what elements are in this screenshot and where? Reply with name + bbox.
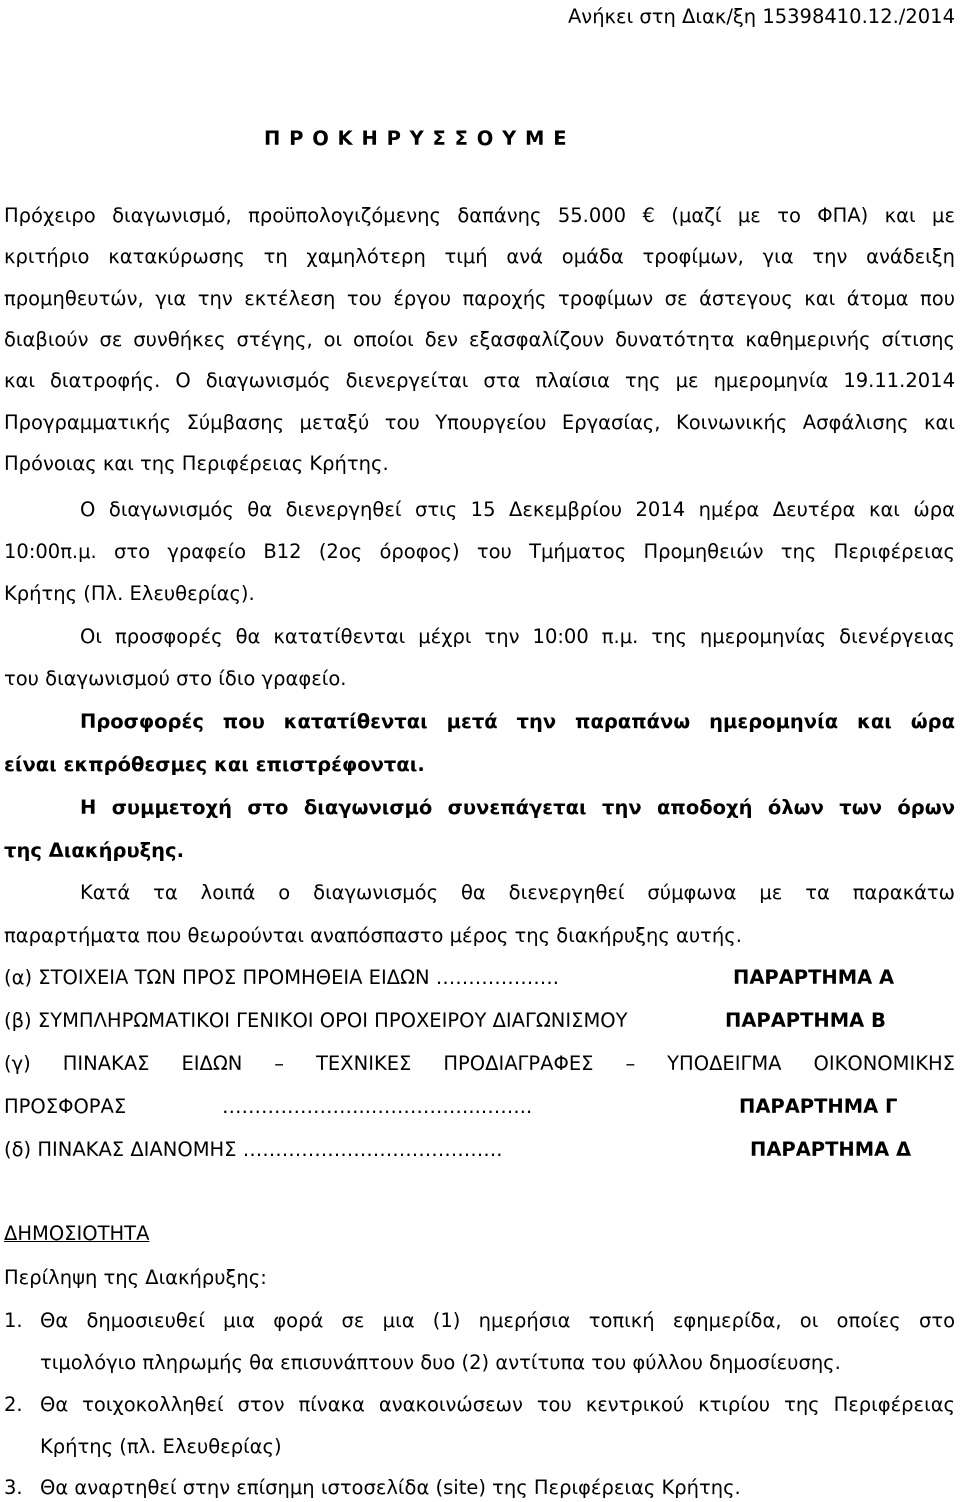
item-2-line-2: Κρήτης (πλ. Ελευθερίας): [40, 1435, 282, 1458]
euro-icon: €: [642, 204, 655, 227]
annex-intro-line-1: Κατά τα λοιπά ο διαγωνισμός θα διενεργηθεί σύμφωνα με τα παρακάτω: [80, 881, 955, 904]
annex-intro-line-2: παραρτήματα που θεωρούνται αναπόσπαστο μέρος της διακήρυξης αυτής.: [4, 924, 742, 947]
intro-line-6: Προγραμματικής Σύμβασης μεταξύ του Υπουργείου Εργασίας, Κοινωνικής Ασφάλισης και: [4, 411, 955, 434]
item-2-number: 2.: [4, 1393, 23, 1416]
intro-line-2: κριτήριο κατακύρωσης τη χαμηλότερη τιμή ανά ομάδα τροφίμων, για την ανάδειξη: [4, 245, 955, 268]
item-1-number: 1.: [4, 1309, 23, 1332]
intro-line-1: Πρόχειρο διαγωνισμό, προϋπολογιζόμενης δαπάνης 55.000 € (μαζί με το ΦΠΑ) και με: [4, 204, 955, 227]
terms-line-1: Η συμμετοχή στο διαγωνισμό συνεπάγεται την αποδοχή όλων των όρων: [80, 796, 955, 819]
offers-line-2: του διαγωνισμού στο ίδιο γραφείο.: [4, 667, 347, 690]
intro-line-5: και διατροφής. Ο διαγωνισμός διενεργείται στα πλαίσια της με ημερομηνία 19.11.2014: [4, 369, 955, 392]
annex-b-label: ΠΑΡΑΡΤΗΜΑ Β: [725, 1009, 886, 1032]
terms-line-2: της Διακήρυξης.: [4, 839, 184, 862]
annex-c-dots: …………………..……………..……..: [222, 1095, 533, 1118]
item-1-line-2: τιμολόγιο πληρωμής θα επισυνάπτουν δυο (2) αντίτυπα του φύλλου δημοσίευσης.: [40, 1351, 841, 1374]
late-offers-line-2: είναι εκπρόθεσμες και επιστρέφονται.: [4, 753, 425, 776]
annex-c-label: ΠΑΡΑΡΤΗΜΑ Γ: [739, 1095, 898, 1118]
item-1-line-1: Θα δημοσιευθεί μια φορά σε μια (1) ημερήσια τοπική εφημερίδα, οι οποίες στο: [40, 1309, 955, 1332]
publicity-heading: ΔΗΜΟΣΙΟΤΗΤΑ: [4, 1222, 150, 1245]
item-3-line-1: Θα αναρτηθεί στην επίσημη ιστοσελίδα (site) της Περιφέρειας Κρήτης.: [40, 1476, 741, 1499]
item-3-number: 3.: [4, 1476, 23, 1499]
annex-a-label: ΠΑΡΑΡΤΗΜΑ Α: [733, 966, 895, 989]
offers-line-1: Οι προσφορές θα κατατίθενται μέχρι την 10:00 π.μ. της ημερομηνίας διενέργειας: [80, 625, 955, 648]
item-2-line-1: Θα τοιχοκολληθεί στον πίνακα ανακοινώσεων του κεντρικού κτιρίου της Περιφέρειας: [40, 1393, 955, 1416]
date-line-3: Κρήτης (Πλ. Ελευθερίας).: [4, 582, 255, 605]
intro-line-3: προμηθευτών, για την εκτέλεση του έργου παροχής τροφίμων σε άστεγους και άτομα που: [4, 287, 955, 310]
annex-c-text-line-2: ΠΡΟΣΦΟΡΑΣ: [4, 1095, 127, 1118]
reference-number: Ανήκει στη Διακ/ξη 15398410.12./2014: [567, 5, 955, 28]
intro-line-7: Πρόνοιας και της Περιφέρειας Κρήτης.: [4, 452, 389, 475]
annex-d-label: ΠΑΡΑΡΤΗΜΑ Δ: [750, 1138, 912, 1161]
date-line-2: 10:00π.μ. στο γραφείο Β12 (2ος όροφος) του Τμήματος Προμηθειών της Περιφέρειας: [4, 540, 955, 563]
publicity-summary: Περίληψη της Διακήρυξης:: [4, 1266, 267, 1289]
late-offers-line-1: Προσφορές που κατατίθενται μετά την παραπάνω ημερομηνία και ώρα: [80, 710, 955, 733]
annex-a-text: (α) ΣΤΟΙΧΕΙΑ ΤΩΝ ΠΡΟΣ ΠΡΟΜΗΘΕΙΑ ΕΙΔΩΝ ……………….: [4, 966, 559, 989]
intro-line-4: διαβιούν σε συνθήκες στέγης, οι οποίοι δεν εξασφαλίζουν δυνατότητα καθημερινής σίτισης: [4, 328, 955, 351]
annex-d-text: (δ) ΠΙΝΑΚΑΣ ΔΙΑΝΟΜΗΣ ………………………………….: [4, 1138, 503, 1161]
annex-c-text-line-1: (γ) ΠΙΝΑΚΑΣ ΕΙΔΩΝ – ΤΕΧΝΙΚΕΣ ΠΡΟΔΙΑΓΡΑΦΕΣ – ΥΠΟΔΕΙΓΜΑ ΟΙΚΟΝΟΜΙΚΗΣ: [4, 1052, 955, 1075]
date-line-1: Ο διαγωνισμός θα διενεργηθεί στις 15 Δεκεμβρίου 2014 ημέρα Δευτέρα και ώρα: [80, 498, 955, 521]
document-title: Π Ρ Ο Κ Η Ρ Υ Σ Σ Ο Υ Μ Ε: [264, 127, 567, 150]
annex-b-text: (β) ΣΥΜΠΛΗΡΩΜΑΤΙΚΟΙ ΓΕΝΙΚΟΙ ΟΡΟΙ ΠΡΟΧΕΙΡΟΥ ΔΙΑΓΩΝΙΣΜΟΥ: [4, 1009, 628, 1032]
